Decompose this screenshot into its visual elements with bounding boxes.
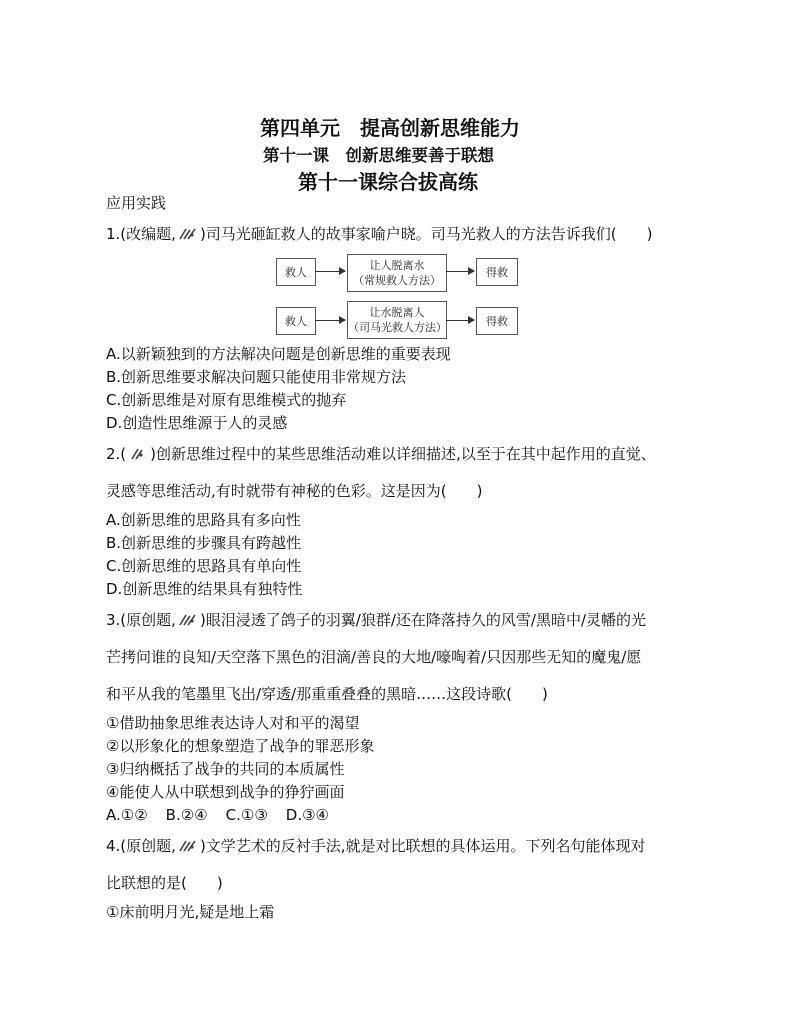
question-1-option-c: C.创新思维是对原有思维模式的抛弃: [106, 391, 347, 409]
question-4-text-1: )文学艺术的反衬手法,就是对比联想的具体运用。下列名句能体现对: [199, 837, 646, 855]
difficulty-star-icon: [177, 839, 199, 853]
difficulty-star-icon: [177, 613, 199, 627]
flow-row1-arrow-1: [315, 271, 345, 272]
question-3-line-3: 和平从我的笔墨里飞出/穿透/那重重叠叠的黑暗……这段诗歌( ): [106, 685, 548, 703]
question-1-prefix: 1.(改编题,: [106, 225, 176, 243]
question-2-option-c: C.创新思维的思路具有单向性: [106, 557, 302, 575]
flow-row1-arrow-2: [446, 271, 474, 272]
flow-row2-mid-line2: （司马光救人方法）: [348, 321, 447, 334]
flow-row1-start: 救人: [276, 258, 316, 286]
question-3-statement-2: ②以形象化的想象塑造了战争的罪恶形象: [106, 737, 375, 755]
question-3-choices: [106, 805, 329, 825]
question-4-line-2: 比联想的是( ): [106, 874, 223, 892]
flow-row2-end: 得救: [476, 307, 518, 335]
question-3-choice-b: B.②④: [165, 806, 208, 824]
flow-row2-mid-line1: 让水脱离人: [369, 306, 425, 319]
question-3-statement-4: ④能使人从中联想到战争的狰狞画面: [106, 783, 345, 801]
question-4-statement-1: ①床前明月光,疑是地上霜: [106, 903, 275, 921]
question-4-prefix: 4.(原创题,: [106, 837, 176, 855]
question-2-line-2: 灵感等思维活动,有时就带有神秘的色彩。这是因为( ): [106, 482, 483, 500]
question-2-option-b: B.创新思维的步骤具有跨越性: [106, 534, 302, 552]
question-3-statement-1: ①借助抽象思维表达诗人对和平的渴望: [106, 714, 360, 732]
lesson-title: 第十一课 创新思维要善于联想: [263, 146, 494, 165]
question-3-choice-c: C.①③: [225, 806, 268, 824]
flow-row2-start: 救人: [276, 307, 316, 335]
question-1-text: )司马光砸缸救人的故事家喻户晓。司马光救人的方法告诉我们( ): [199, 225, 653, 243]
question-3-choice-d: D.③④: [285, 806, 329, 824]
difficulty-star-icon: [127, 447, 149, 461]
unit-title: 第四单元 提高创新思维能力: [260, 116, 520, 140]
question-2-option-a: A.创新思维的思路具有多向性: [106, 511, 301, 529]
question-3-statement-3: ③归纳概括了战争的共同的本质属性: [106, 760, 345, 778]
question-1-stem: [106, 224, 653, 244]
question-2-option-d: D.创新思维的结果具有独特性: [106, 580, 303, 598]
question-3-line-1: [106, 610, 646, 630]
question-1-option-d: D.创造性思维源于人的灵感: [106, 414, 288, 432]
question-2-text-1: )创新思维过程中的某些思维活动难以详细描述,以至于在其中起作用的直觉、: [150, 445, 656, 463]
section-label: 应用实践: [106, 194, 167, 212]
flow-row2-arrow-1: [315, 320, 345, 321]
flow-row2-mid: [347, 301, 447, 339]
flow-row1-mid-line1: 让人脱离水: [369, 259, 425, 272]
flow-row1-mid-line2: （常规救人方法）: [353, 274, 441, 287]
question-3-text-1: )眼泪浸透了鸽子的羽翼/狼群/还在降落持久的风雪/黑暗中/灵幡的光: [199, 611, 647, 629]
flow-row1-end: 得救: [476, 258, 518, 286]
question-3-choice-a: A.①②: [106, 806, 148, 824]
flow-row2-arrow-2: [446, 320, 474, 321]
question-2-prefix: 2.(: [106, 445, 127, 463]
question-3-line-2: 芒拷问谁的良知/天空落下黑色的泪滴/善良的大地/嚎啕着/只因那些无知的魔鬼/愿: [106, 648, 642, 666]
question-1-option-b: B.创新思维要求解决问题只能使用非常规方法: [106, 368, 407, 386]
question-4-line-1: [106, 836, 646, 856]
question-2-line-1: [106, 444, 656, 464]
difficulty-star-icon: [177, 227, 199, 241]
exercise-title: 第十一课综合拔高练: [298, 170, 478, 194]
question-1-option-a: A.以新颖独到的方法解决问题是创新思维的重要表现: [106, 345, 451, 363]
question-3-prefix: 3.(原创题,: [106, 611, 176, 629]
flow-row1-mid: [347, 254, 447, 292]
